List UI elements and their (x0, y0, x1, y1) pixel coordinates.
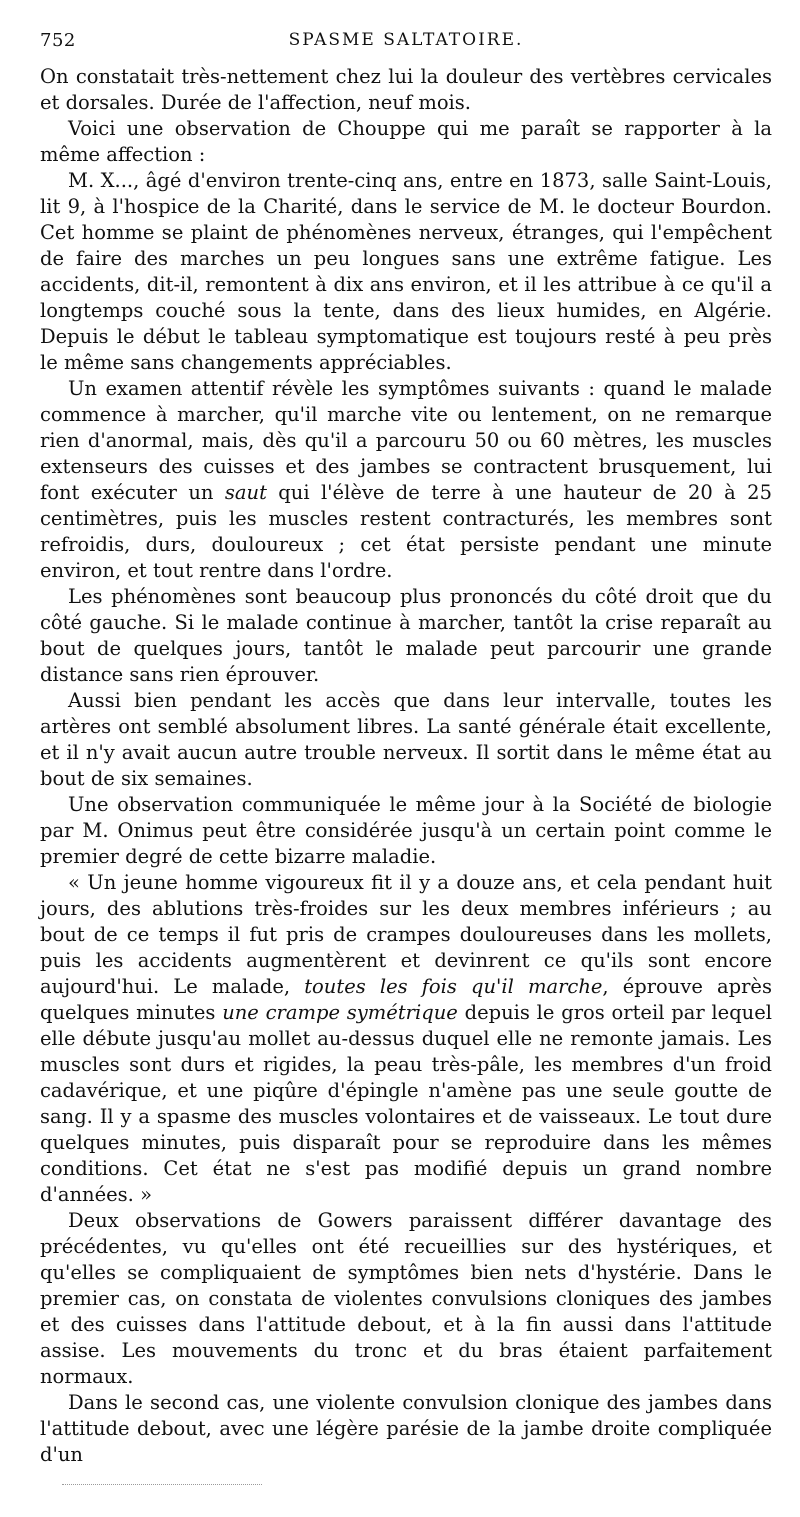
running-head: SPASME SALTATOIRE. (288, 30, 524, 50)
italic-phrase: toutes les fois qu'il marche (304, 975, 603, 998)
paragraph-text: Voici une observation de Chouppe qui me paraît se rapporter à la même affection : (40, 117, 772, 166)
paragraph (40, 168, 772, 376)
paragraph (40, 376, 772, 584)
paragraph (40, 1390, 772, 1468)
page-number: 752 (40, 30, 76, 51)
paragraph-text: Un examen attentif révèle les symptômes suivants : quand le malade commence à marcher, qu'il marche vite ou lentement, on ne remarque rien d'anormal, mais, dès qu'il a parcouru 50 ou 60 mètres, les muscles extenseurs des cuisses et des jambes se contractent brusquement, lui font exécuter un (40, 377, 772, 504)
paragraph (40, 116, 772, 168)
paragraph-text: On constatait très-nettement chez lui la douleur des vertèbres cervicales et dorsales. Durée de l'affection, neuf mois. (40, 65, 772, 114)
italic-phrase: une crampe symétrique (222, 1001, 458, 1024)
paragraph-text: Les phénomènes sont beaucoup plus prononcés du côté droit que du côté gauche. Si le malade continue à marcher, tantôt la crise reparaît au bout de quelques jours, tantôt le malade peut parcourir une grande distance sans rien éprouver. (40, 585, 772, 686)
book-page (40, 30, 772, 1468)
paragraph (40, 1208, 772, 1390)
paragraph-text: Une observation communiquée le même jour à la Société de biologie par M. Onimus peut être considérée jusqu'à un certain point comme le premier degré de cette bizarre maladie. (40, 793, 772, 868)
paragraph-text: Deux observations de Gowers paraissent différer davantage des précédentes, vu qu'elles ont été recueillies sur des hystériques, et qu'elles se compliquaient de symptômes bien nets d'hystérie. Dans le premier cas, on constata de violentes convulsions cloniques des jambes et des cuisses dans l'attitude debout, et à la fin aussi dans l'attitude assise. Les mouvements du tronc et du bras étaient parfaitement normaux. (40, 1209, 772, 1388)
paragraph (40, 584, 772, 688)
body-text (40, 64, 772, 1468)
paragraph-text: M. X..., âgé d'environ trente-cinq ans, entre en 1873, salle Saint-Louis, lit 9, à l'hospice de la Charité, dans le service de M. le docteur Bourdon. Cet homme se plaint de phénomènes nerveux, étranges, qui l'empêchent de faire des marches un peu longues sans une extrême fatigue. Les accidents, dit-il, remontent à dix ans environ, et il les attribue à ce qu'il a longtemps couché sous la tente, dans des lieux humides, en Algérie. Depuis le début le tableau symptomatique est toujours resté à peu près le même sans changements appréciables. (40, 169, 772, 374)
paragraph-text: , éprouve après quelques minutes (40, 975, 772, 1024)
paragraph-text: qui l'élève de terre à une hauteur de 20 à 25 centimètres, puis les muscles restent contracturés, les membres sont refroidis, durs, douloureux ; cet état persiste pendant une minute environ, et tout rentre dans l'ordre. (40, 481, 772, 582)
page-header (40, 30, 772, 54)
paragraph (40, 64, 772, 116)
footer-rule (62, 1484, 262, 1485)
paragraph (40, 870, 772, 1208)
paragraph-text: Dans le second cas, une violente convulsion clonique des jambes dans l'attitude debout, avec une légère parésie de la jambe droite compliquée d'un (40, 1391, 772, 1466)
paragraph (40, 792, 772, 870)
paragraph-text: Aussi bien pendant les accès que dans leur intervalle, toutes les artères ont semblé absolument libres. La santé générale était excellente, et il n'y avait aucun autre trouble nerveux. Il sortit dans le même état au bout de six semaines. (40, 689, 772, 790)
italic-phrase: saut (224, 481, 267, 504)
paragraph-text: depuis le gros orteil par lequel elle débute jusqu'au mollet au-dessus duquel elle ne remonte jamais. Les muscles sont durs et rigides, la peau très-pâle, les membres d'un froid cadavérique, et une piqûre d'épingle n'amène pas une seule goutte de sang. Il y a spasme des muscles volontaires et de vaisseaux. Le tout dure quelques minutes, puis disparaît pour se reproduire dans les mêmes conditions. Cet état ne s'est pas modifié depuis un grand nombre d'années. » (40, 1001, 773, 1206)
paragraph (40, 688, 772, 792)
paragraph-text: « Un jeune homme vigoureux fit il y a douze ans, et cela pendant huit jours, des ablutions très-froides sur les deux membres inférieurs ; au bout de ce temps il fut pris de crampes douloureuses dans les mollets, puis les accidents augmentèrent et devinrent ce qu'ils sont encore aujourd'hui. Le malade, (40, 871, 772, 998)
